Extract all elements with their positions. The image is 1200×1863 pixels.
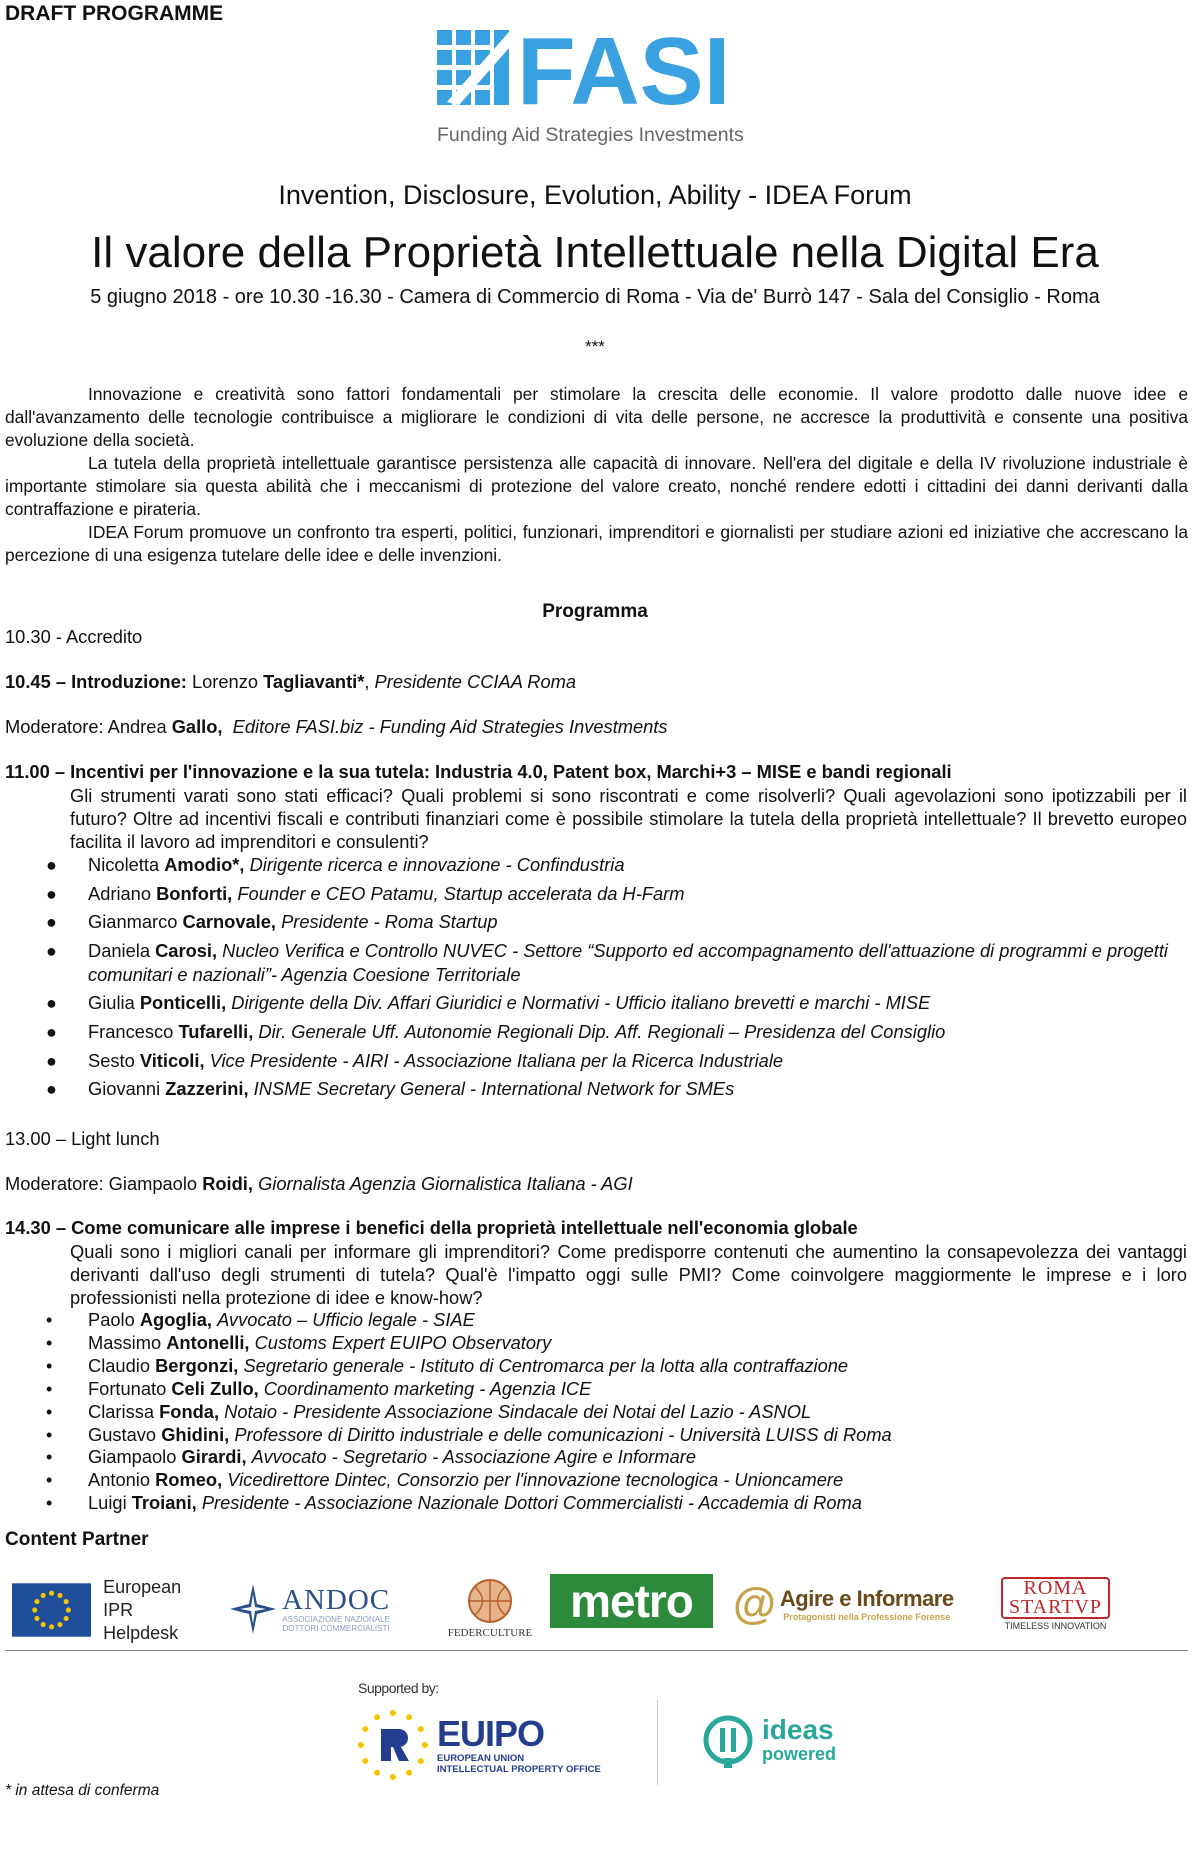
euipo-logo	[355, 1705, 615, 1785]
programme-heading: Programma	[542, 601, 648, 622]
support-divider	[657, 1700, 658, 1785]
speaker-item	[46, 1332, 1187, 1355]
partner-metro	[550, 1574, 713, 1628]
event-subtitle: Invention, Disclosure, Evolution, Ability - IDEA Forum	[278, 180, 912, 210]
moderator-line-1	[5, 716, 668, 738]
speaker-first-name: Giampaolo	[88, 1446, 177, 1468]
speaker-item	[46, 939, 1187, 987]
speaker-last-name: Tufarelli,	[178, 1020, 254, 1042]
speaker-item	[46, 1446, 1187, 1469]
speaker-last-name: Antonelli,	[166, 1331, 250, 1353]
session-2-title: 14.30 – Come comunicare alle imprese i benefici della proprietà intellettuale nell'economia globale	[5, 1217, 858, 1238]
speaker-last-name: Troiani,	[131, 1492, 197, 1514]
bullet-icon: •	[46, 1378, 53, 1399]
star-icon	[406, 1770, 412, 1776]
speaker-last-name: Romeo,	[155, 1469, 223, 1491]
speaker-first-name: Francesco	[88, 1020, 174, 1042]
fasi-logo-tagline: Funding Aid Strategies Investments	[437, 124, 744, 146]
speaker-role: INSME Secretary General - International Network for SMEs	[253, 1078, 735, 1100]
star-icon	[64, 1599, 69, 1604]
speaker-first-name: Claudio	[88, 1354, 150, 1376]
speaker-last-name: Bonforti,	[156, 882, 233, 904]
star-icon	[390, 1774, 396, 1780]
euipo-sub2: INTELLECTUAL PROPERTY OFFICE	[437, 1764, 601, 1775]
draft-label: DRAFT PROGRAMME	[5, 2, 224, 25]
speaker-first-name: Sesto	[88, 1049, 135, 1071]
intro-speaker-role: Presidente CCIAA Roma	[374, 671, 577, 692]
bullet-icon: ●	[46, 883, 57, 904]
lunch-line: 13.00 – Light lunch	[5, 1128, 160, 1149]
speaker-item	[46, 882, 1187, 906]
star-icon	[390, 1710, 396, 1716]
content-partner-heading: Content Partner	[5, 1529, 149, 1550]
roma-line2: STARTVP	[1008, 1596, 1103, 1618]
moderator-first: Giampaolo	[108, 1173, 198, 1194]
fasi-logo	[437, 30, 757, 152]
speaker-item	[46, 1077, 1187, 1101]
speaker-role: Presidente - Roma Startup	[281, 911, 498, 933]
speaker-role: Coordinamento marketing - Agenzia ICE	[263, 1377, 592, 1399]
fasi-logo-mark	[437, 30, 757, 152]
powered-word: powered	[762, 1744, 837, 1764]
speaker-last-name: Carnovale,	[182, 911, 276, 933]
speaker-first-name: Massimo	[88, 1331, 162, 1353]
speaker-role: Segretario generale - Istituto di Centromarca per la lotta alla contraffazione	[243, 1354, 849, 1376]
session-2-description: Quali sono i migliori canali per informare gli imprenditori? Come predisporre contenuti che aumentino la consapevolezza dei vantaggi derivanti dall'uso degli strumenti di tutela? Qual'è l'impatto oggi sulle PMI? Come coinvolgere maggiormente le imprese e i loro professionisti nella protezione di idee e know-how?	[70, 1241, 1187, 1308]
andoc-name: ANDOC	[282, 1584, 391, 1616]
intro-speaker-last: Tagliavanti*	[263, 671, 365, 692]
euipo-name: EUIPO	[437, 1713, 545, 1754]
speaker-last-name: Zazzerini,	[165, 1078, 249, 1100]
speaker-first-name: Gustavo	[88, 1423, 157, 1445]
ideas-bulb-icon	[700, 1714, 756, 1770]
bullet-icon: ●	[46, 1021, 57, 1042]
star-icon	[34, 1616, 39, 1621]
star-icon	[418, 1726, 424, 1732]
speaker-last-name: Agoglia,	[139, 1309, 212, 1330]
star-icon	[362, 1758, 368, 1764]
speaker-first-name: Giulia	[88, 992, 135, 1014]
bullet-icon: •	[46, 1493, 53, 1514]
speaker-last-name: Fonda,	[159, 1400, 220, 1422]
bullet-icon: •	[46, 1310, 53, 1330]
bullet-icon: ●	[46, 1050, 57, 1071]
star-icon	[374, 1770, 380, 1776]
speaker-item	[46, 1049, 1187, 1073]
speaker-item	[46, 853, 1187, 877]
speaker-role: Presidente - Associazione Nazionale Dottori Commercialisti - Accademia di Roma	[201, 1492, 862, 1514]
moderator-last: Roidi,	[202, 1173, 253, 1194]
speaker-first-name: Luigi	[88, 1492, 127, 1514]
speaker-role: Vicedirettore Dintec, Consorzio per l'innovazione tecnologica - Unioncamere	[227, 1469, 844, 1491]
speaker-last-name: Celi Zullo,	[171, 1377, 259, 1399]
separator: ***	[585, 337, 605, 356]
star-icon	[358, 1742, 364, 1748]
bullet-icon: ●	[46, 1079, 57, 1100]
event-title: Il valore della Proprietà Intellettuale nella Digital Era	[91, 228, 1099, 277]
andoc-sub2: DOTTORI COMMERCIALISTI	[282, 1624, 390, 1633]
speaker-first-name: Fortunato	[88, 1377, 167, 1399]
speaker-item	[46, 1378, 1187, 1401]
speaker-last-name: Carosi,	[155, 939, 218, 961]
ipr-helpdesk-line2: IPR Helpdesk	[103, 1599, 179, 1643]
star-icon	[418, 1758, 424, 1764]
speaker-item	[46, 1492, 1187, 1515]
speaker-role: Dirigente della Div. Affari Giuridici e Normativi - Ufficio italiano brevetti e marchi - MISE	[231, 992, 931, 1014]
speaker-first-name: Giovanni	[88, 1078, 161, 1100]
roma-tagline: TIMELESS INNOVATION	[1004, 1621, 1107, 1631]
star-icon	[374, 1714, 380, 1720]
bullet-icon: ●	[46, 993, 57, 1014]
bullet-icon: ●	[46, 855, 57, 875]
speaker-first-name: Adriano	[88, 882, 152, 904]
speaker-role: Founder e CEO Patamu, Startup accelerata da H-Farm	[237, 882, 685, 904]
footnote: * in attesa di conferma	[5, 1782, 160, 1799]
speaker-role: Dirigente ricerca e innovazione - Confindustria	[249, 854, 625, 875]
star-icon	[66, 1607, 71, 1612]
star-icon	[49, 1591, 54, 1596]
introduction-line: 10.45 – Introduzione: Lorenzo Tagliavanti*, Presidente CCIAA Roma	[5, 671, 577, 692]
roma-line1: ROMA	[1023, 1577, 1088, 1599]
speaker-role: Avvocato - Segretario - Associazione Agire e Informare	[251, 1446, 697, 1468]
speaker-first-name: Gianmarco	[88, 911, 178, 933]
speaker-item	[46, 1020, 1187, 1044]
federculture-name: FEDERCULTURE	[447, 1627, 533, 1639]
moderator-label: Moderatore:	[5, 1173, 104, 1194]
speaker-item	[46, 1424, 1187, 1447]
star-icon	[57, 1622, 62, 1627]
star-icon	[41, 1622, 46, 1627]
ideas-powered-logo	[700, 1714, 836, 1770]
metro-logo-text: metro	[570, 1575, 693, 1627]
speaker-last-name: Ponticelli,	[139, 992, 227, 1014]
agire-subtitle: Protagonisti nella Professione Forense	[783, 1611, 951, 1622]
star-icon	[41, 1593, 46, 1598]
federculture-globe-icon	[465, 1577, 515, 1625]
speaker-item	[46, 1355, 1187, 1378]
divider	[5, 1650, 1188, 1651]
intro-speaker-first: Lorenzo	[191, 671, 259, 692]
star-icon	[57, 1593, 62, 1598]
partner-andoc	[228, 1578, 428, 1640]
fasi-logo-text: FASI	[517, 30, 731, 125]
moderator-last: Gallo,	[171, 716, 223, 737]
speaker-last-name: Bergonzi,	[155, 1354, 239, 1376]
intro-paragraph: IDEA Forum promuove un confronto tra esperti, politici, funzionari, imprenditori e giornalisti per studiare azioni ed iniziative che accrescano la percezione di una esigenza tutelare delle idee e delle invenzioni.	[5, 522, 1188, 565]
speaker-role: Customs Expert EUIPO Observatory	[254, 1331, 552, 1353]
speaker-last-name: Amodio*,	[164, 854, 245, 875]
speaker-first-name: Paolo	[88, 1309, 135, 1330]
bullet-icon: •	[46, 1470, 53, 1491]
eu-flag-icon	[12, 1583, 91, 1637]
speaker-item	[46, 1401, 1187, 1424]
intro-paragraph: La tutela della proprietà intellettuale garantisce persistenza alle capacità di innovare. Nell'era del digitale e della IV rivoluzione industriale è importante stimolare sia questa abilità che i meccanismi di protezione del valore creato, nonché rendere edotti i cittadini dei danni derivanti dalla contraffazione e pirateria.	[5, 453, 1188, 519]
intro-text	[5, 383, 1188, 567]
moderator-role: Giornalista Agenzia Giornalistica Italiana - AGI	[258, 1173, 633, 1194]
accredito-line: 10.30 - Accredito	[5, 626, 143, 647]
partner-agire-e-informare	[733, 1574, 978, 1634]
bullet-icon: ●	[46, 940, 57, 961]
moderator-role: Editore FASI.biz - Funding Aid Strategies Investments	[232, 716, 668, 737]
speaker-role: Professore di Diritto industriale e delle comunicazioni - Università LUISS di Roma	[234, 1423, 892, 1445]
euipo-sub1: EUROPEAN UNION	[437, 1753, 525, 1764]
speaker-last-name: Ghidini,	[161, 1423, 230, 1445]
moderator-first: Andrea	[107, 716, 167, 737]
speaker-first-name: Daniela	[88, 939, 150, 961]
bullet-icon: •	[46, 1332, 53, 1353]
session-1-description: Gli strumenti varati sono stati efficaci? Quali problemi si sono riscontrati e come risolverli? Quali agevolazioni sono ipotizzabili per il futuro? Oltre ad incentivi fiscali e contributi finanziari come è possibile stimolare la tutela della proprietà intellettuale? Il brevetto europeo facilita il lavoro ad imprenditori e consulenti?	[70, 785, 1187, 852]
speaker-role: Vice Presidente - AIRI - Associazione Italiana per la Ricerca Industriale	[209, 1049, 784, 1071]
speaker-last-name: Girardi,	[181, 1446, 247, 1468]
star-icon	[422, 1742, 428, 1748]
agire-title: Agire e Informare	[779, 1585, 954, 1611]
bullet-icon: ●	[46, 912, 57, 933]
ideas-word: ideas	[762, 1714, 834, 1745]
bullet-icon: •	[46, 1401, 53, 1422]
session-2-speakers	[46, 1309, 1187, 1515]
speaker-first-name: Nicoletta	[88, 854, 160, 875]
speaker-role: Dir. Generale Uff. Autonomie Regionali Dip. Aff. Regionali – Presidenza del Consiglio	[258, 1020, 946, 1042]
star-icon	[34, 1599, 39, 1604]
moderator-label: Moderatore:	[5, 716, 104, 737]
intro-time: 10.45 – Introduzione:	[5, 671, 187, 692]
euipo-emblem-icon	[355, 1707, 431, 1783]
speaker-item	[46, 991, 1187, 1015]
partner-roma-startup	[993, 1570, 1118, 1638]
moderator-line-2	[5, 1173, 633, 1195]
speaker-item	[46, 1469, 1187, 1492]
at-sign-icon: @	[733, 1579, 776, 1628]
star-icon	[49, 1624, 54, 1629]
supported-by-label: Supported by:	[358, 1680, 439, 1696]
event-dateline: 5 giugno 2018 - ore 10.30 -16.30 - Camera di Commercio di Roma - Via de' Burrò 147 - Sala del Consiglio - Roma	[90, 286, 1100, 308]
bullet-icon: •	[46, 1424, 53, 1445]
speaker-item	[46, 1309, 1187, 1332]
speaker-item	[46, 910, 1187, 934]
andoc-sub1: ASSOCIAZIONE NAZIONALE	[282, 1615, 390, 1624]
session-1-speakers	[46, 853, 1187, 1106]
star-icon	[406, 1714, 412, 1720]
speaker-first-name: Clarissa	[88, 1400, 155, 1422]
speaker-role: Avvocato – Ufficio legale - SIAE	[217, 1309, 475, 1330]
intro-paragraph: Innovazione e creatività sono fattori fondamentali per stimolare la crescita delle economie. Il valore prodotto dalle nuove idee e dall'avanzamento delle tecnologie contribuisce a migliorare le condizioni di vita delle persone, ne accresce la produttività e consente una positiva evoluzione della società.	[5, 384, 1188, 450]
speaker-first-name: Antonio	[88, 1469, 151, 1491]
star-icon	[362, 1726, 368, 1732]
speaker-role: Nucleo Verifica e Controllo NUVEC - Settore “Supporto ed accompagnamento dell'attuazione di programmi e progetti comunitari e nazionali”- Agenzia Coesione Territoriale	[88, 939, 1168, 985]
andoc-star-icon	[228, 1582, 278, 1636]
speaker-role: Notaio - Presidente Associazione Sindacale dei Notai del Lazio - ASNOL	[224, 1400, 812, 1422]
partner-federculture	[440, 1572, 540, 1644]
bullet-icon: •	[46, 1447, 53, 1468]
bullet-icon: •	[46, 1355, 53, 1376]
speaker-last-name: Viticoli,	[139, 1049, 205, 1071]
session-1-title: 11.00 – Incentivi per l'innovazione e la sua tutela: Industria 4.0, Patent box, Marchi+3 – MISE e bandi regionali	[5, 761, 952, 782]
partner-european-ipr-helpdesk	[12, 1576, 212, 1643]
star-icon	[64, 1616, 69, 1621]
star-icon	[32, 1607, 37, 1612]
ipr-helpdesk-line1: European	[103, 1576, 182, 1597]
